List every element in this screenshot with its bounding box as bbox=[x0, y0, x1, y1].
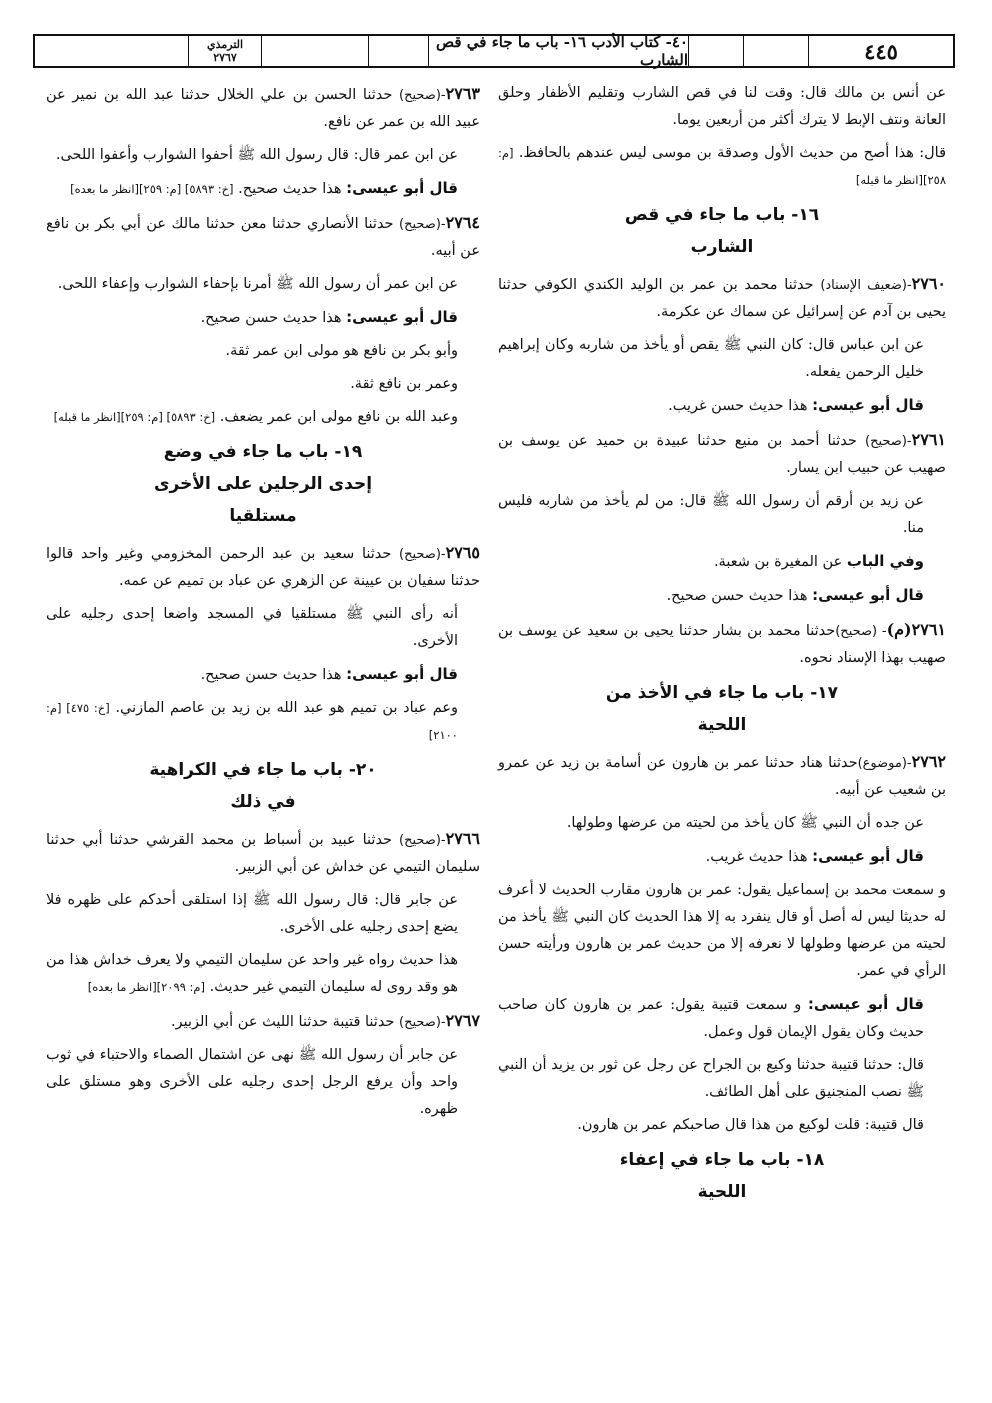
cross-reference: [م: ٢٥٨][انظر ما قبله] bbox=[498, 146, 946, 187]
hadith-2762 bbox=[498, 748, 946, 804]
narrator-note: وعمر بن نافع ثقة. bbox=[350, 376, 458, 392]
hadith-grade: -(صحيح) bbox=[399, 833, 446, 848]
chapter-heading bbox=[498, 678, 946, 740]
hadith-grade: -(صحيح) bbox=[399, 217, 446, 232]
hadith-grade: -(صحيح) bbox=[399, 88, 446, 103]
ruling-label: قال أبو عيسى: bbox=[812, 396, 924, 414]
hadith-range: ٢٧٦٧ bbox=[213, 51, 237, 64]
narrator-note bbox=[46, 404, 480, 431]
ruling-text: هذا حديث صحيح. bbox=[238, 181, 347, 197]
chapter-heading-line: في ذلك bbox=[230, 792, 296, 812]
narrator-note-text: وعبد الله بن نافع مولى ابن عمر يضعف. bbox=[219, 409, 458, 425]
hadith-2764 bbox=[46, 209, 480, 265]
paragraph: و سمعت محمد بن إسماعيل يقول: عمر بن هارون مقارب الحديث لا أعرف له حديثا ليس له أصل أو قال ينفرد به إلا هذا الحديث كان النبي ﷺ يأخذ من لحيته من عرضها وطولها لا نعرفه إلا من حديث عمر بن هارون ورأيته حسن الرأي في عمر. bbox=[498, 882, 946, 979]
matn: عن ابن عمر أن رسول الله ﷺ أمرنا بإحفاء الشوارب وإعفاء اللحى. bbox=[57, 276, 458, 292]
chapter-heading-line: ١٨- باب ما جاء في إعفاء bbox=[619, 1150, 825, 1170]
hadith-number: ٢٧٦٠ bbox=[911, 274, 947, 293]
header-empty-cell bbox=[261, 36, 368, 66]
chapter-heading bbox=[46, 437, 480, 531]
matn: عن جده أن النبي ﷺ كان يأخذ من لحيته من عرضها وطولها. bbox=[566, 815, 924, 831]
paragraph-text: قال: هذا أصح من حديث الأول وصدقة بن موسى ليس عندهم بالحافظ. bbox=[518, 145, 947, 161]
narrator-note-text: هذا حديث رواه غير واحد عن سليمان التيمي ولا يعرف خداش هذا من هو وقد روى له سليمان التيمي غير حديث. bbox=[46, 952, 458, 995]
hadith-number: ٢٧٦٤ bbox=[445, 213, 480, 232]
ruling-label: قال أبو عيسى: bbox=[346, 665, 458, 683]
right-column bbox=[498, 80, 946, 1215]
isnad: حدثنا قتيبة حدثنا الليث عن أبي الزبير. bbox=[170, 1014, 400, 1030]
cross-reference: [خ: ٥٨٩٣] [م: ٢٥٩][انظر ما بعده] bbox=[70, 182, 234, 196]
hadith-grade: - (صحيح) bbox=[835, 624, 887, 639]
isnad: حدثنا عبيد بن أسباط بن محمد القرشي حدثنا أبي حدثنا سليمان التيمي عن خداش عن أبي الزبير. bbox=[46, 832, 480, 875]
isnad: حدثنا محمد بن عمر بن الوليد الكندي الكوفي حدثنا يحيى بن آدم عن إسرائيل عن سماك عن عكرمة. bbox=[498, 277, 946, 320]
chapter-heading-line: ٢٠- باب ما جاء في الكراهية bbox=[149, 760, 377, 780]
hadith-2761 bbox=[498, 426, 946, 482]
hadith-2767 bbox=[46, 1007, 480, 1036]
left-column bbox=[46, 80, 480, 1129]
hadith-number: ٢٧٦٢ bbox=[911, 752, 946, 771]
hadith-number: ٢٧٦١(م) bbox=[886, 620, 946, 639]
header-empty-cell bbox=[368, 36, 428, 66]
ruling-text: هذا حديث غريب. bbox=[705, 849, 813, 865]
chapter-heading-line: الشارب bbox=[690, 237, 754, 257]
chapter-heading-line: إحدى الرجلين على الأخرى bbox=[153, 474, 373, 494]
header-empty-cell bbox=[35, 36, 188, 66]
ruling bbox=[46, 175, 480, 203]
hadith-2760 bbox=[498, 270, 946, 326]
matn: عن ابن عباس قال: كان النبي ﷺ يقص أو يأخذ من شاربه وكان إبراهيم خليل الرحمن يفعله. bbox=[498, 337, 924, 380]
header-empty-cell bbox=[743, 36, 808, 66]
hadith-number: ٢٧٦٣ bbox=[445, 84, 480, 103]
ruling bbox=[498, 392, 946, 420]
wafi-albab bbox=[498, 548, 946, 576]
ruling-label: قال أبو عيسى: bbox=[807, 995, 925, 1013]
wafi-label: وفي الباب bbox=[846, 552, 924, 570]
ruling-label: قال أبو عيسى: bbox=[346, 179, 458, 197]
ruling-label: قال أبو عيسى: bbox=[812, 847, 924, 865]
paragraph: قال قتيبة: قلت لوكيع من هذا قال صاحبكم عمر بن هارون. bbox=[577, 1117, 924, 1133]
matn: عن ابن عمر قال: قال رسول الله ﷺ أحفوا الشوارب وأعفوا اللحى. bbox=[55, 147, 458, 163]
isnad: حدثنا أحمد بن منيع حدثنا عبيدة بن حميد عن يوسف بن صهيب عن حبيب ابن يسار. bbox=[498, 433, 946, 476]
paragraph bbox=[498, 140, 946, 194]
chapter-heading-line: ١٦- باب ما جاء في قص bbox=[624, 205, 820, 225]
ruling bbox=[498, 582, 946, 610]
isnad: حدثنا محمد بن بشار حدثنا يحيى بن سعيد عن يوسف بن صهيب بهذا الإسناد نحوه. bbox=[498, 623, 946, 666]
running-title: ٤٠- كتاب الأدب ١٦- باب ما جاء في قص الشارب bbox=[428, 36, 688, 66]
hadith-grade: -(صحيح) bbox=[399, 547, 446, 562]
narrator-note bbox=[46, 947, 480, 1001]
isnad: حدثنا الأنصاري حدثنا معن حدثنا مالك عن أبي بكر بن نافع عن أبيه. bbox=[46, 216, 480, 259]
matn: أنه رأى النبي ﷺ مستلقيا في المسجد واضعا إحدى رجليه على الأخرى. bbox=[46, 606, 458, 649]
isnad: حدثنا هناد حدثنا عمر بن هارون عن أسامة بن زيد عن عمرو بن شعيب عن أبيه. bbox=[498, 755, 946, 798]
chapter-heading-line: ١٩- باب ما جاء في وضع bbox=[163, 442, 363, 462]
cross-reference: [خ: ٥٨٩٣] [م: ٢٥٩][انظر ما قبله] bbox=[53, 410, 216, 424]
hadith-2765 bbox=[46, 539, 480, 595]
cross-reference: [م: ٢٠٩٩][انظر ما بعده] bbox=[87, 980, 206, 994]
chapter-heading bbox=[498, 1145, 946, 1207]
hadith-grade: -(صحيح) bbox=[865, 434, 912, 449]
hadith-number: ٢٧٦٥ bbox=[445, 543, 480, 562]
hadith-grade: -(صحيح) bbox=[399, 1015, 446, 1030]
ruling bbox=[46, 304, 480, 332]
chapter-heading-line: اللحية bbox=[697, 1182, 747, 1202]
chapter-heading-line: مستلقيا bbox=[229, 506, 297, 526]
matn: عن زيد بن أرقم أن رسول الله ﷺ قال: من لم يأخذ من شاربه فليس منا. bbox=[498, 493, 924, 536]
ruling-label: قال أبو عيسى: bbox=[812, 586, 924, 604]
cross-reference: [خ: ٤٧٥] [م: ٢١٠٠] bbox=[46, 701, 458, 742]
ruling-label: قال أبو عيسى: bbox=[346, 308, 458, 326]
hadith-number: ٢٧٦٧ bbox=[445, 1011, 480, 1030]
wafi-text: عن المغيرة بن شعبة. bbox=[713, 554, 847, 570]
isnad: حدثنا الحسن بن علي الخلال حدثنا عبد الله بن نمير عن عبيد الله بن عمر عن نافع. bbox=[46, 87, 480, 130]
book-reference bbox=[188, 36, 261, 66]
chapter-heading-line: ١٧- باب ما جاء في الأخذ من bbox=[605, 683, 839, 703]
chapter-heading-line: اللحية bbox=[697, 715, 747, 735]
isnad: حدثنا سعيد بن عبد الرحمن المخزومي وغير واحد قالوا حدثنا سفيان بن عيينة عن الزهري عن عباد بن تميم عن عمه. bbox=[46, 546, 480, 589]
narrator-note bbox=[46, 695, 480, 749]
matn: عن جابر أن رسول الله ﷺ نهى عن اشتمال الصماء والاحتباء في ثوب واحد وأن يرفع الرجل إحدى رجليه على الأخرى وهو مستلق على ظهره. bbox=[46, 1047, 458, 1117]
ruling-text: هذا حديث حسن غريب. bbox=[668, 398, 813, 414]
narrator-note: وأبو بكر بن نافع هو مولى ابن عمر ثقة. bbox=[225, 343, 458, 359]
hadith-number: ٢٧٦١ bbox=[911, 430, 946, 449]
chapter-heading bbox=[46, 755, 480, 817]
ruling-text: هذا حديث حسن صحيح. bbox=[200, 667, 347, 683]
hadith-2761m bbox=[498, 616, 946, 672]
ruling-text: هذا حديث حسن صحيح. bbox=[666, 588, 813, 604]
matn: عن جابر قال: قال رسول الله ﷺ إذا استلقى أحدكم على ظهره فلا يضع إحدى رجليه على الأخرى. bbox=[46, 892, 458, 935]
hadith-2766 bbox=[46, 825, 480, 881]
paragraph: عن أنس بن مالك قال: وقت لنا في قص الشارب وتقليم الأظفار وحلق العانة ونتف الإبط لا يترك أكثر من أربعين يوما. bbox=[498, 85, 946, 128]
ruling-text: هذا حديث حسن صحيح. bbox=[200, 310, 347, 326]
ruling bbox=[46, 661, 480, 689]
ruling bbox=[498, 843, 946, 871]
header-empty-cell bbox=[688, 36, 743, 66]
page-number: ٤٤٥ bbox=[808, 36, 953, 66]
paragraph: قال: حدثنا قتيبة حدثنا وكيع بن الجراح عن رجل عن ثور بن يزيد أن النبي ﷺ نصب المنجنيق على أهل الطائف. bbox=[498, 1057, 924, 1100]
hadith-number: ٢٧٦٦ bbox=[445, 829, 480, 848]
book-name: الترمذي bbox=[206, 38, 244, 51]
paragraph-text: و سمعت قتيبة يقول: عمر بن هارون كان صاحب حديث وكان يقول الإيمان قول وعمل. bbox=[498, 997, 924, 1040]
narrator-note-text: وعم عباد بن تميم هو عبد الله بن زيد بن عاصم المازني. bbox=[115, 700, 459, 716]
hadith-grade: -(ضعيف الإسناد) bbox=[820, 278, 912, 293]
hadith-2763 bbox=[46, 80, 480, 136]
hadith-grade: -(موضوع) bbox=[857, 756, 912, 771]
page-header bbox=[33, 34, 955, 68]
chapter-heading bbox=[498, 200, 946, 262]
paragraph bbox=[498, 991, 946, 1046]
